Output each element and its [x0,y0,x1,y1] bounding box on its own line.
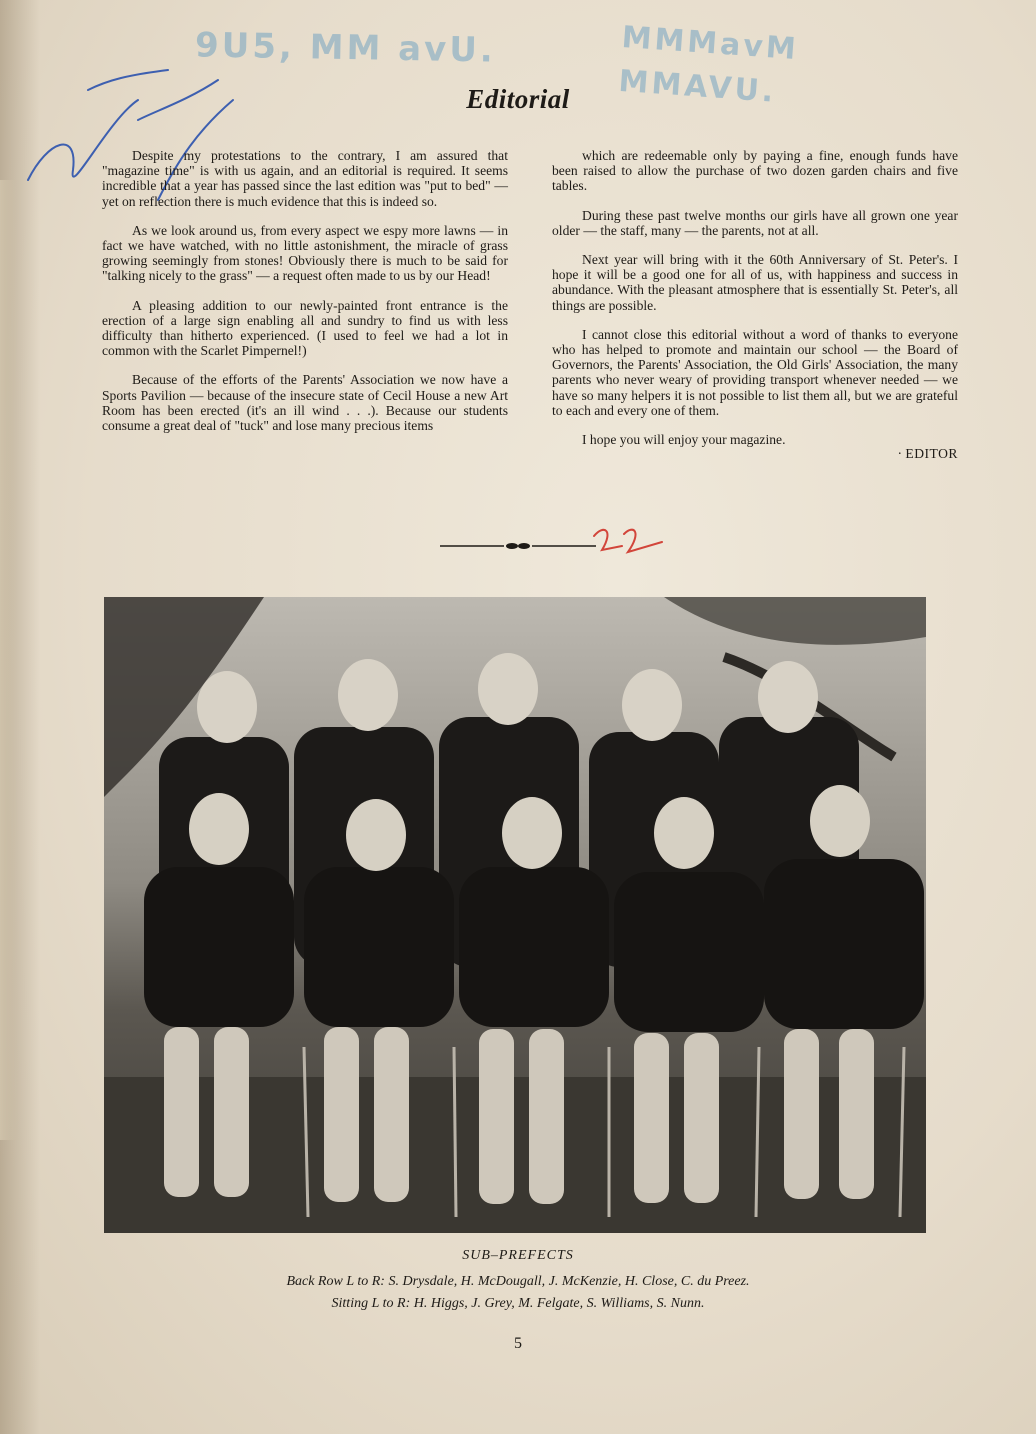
paragraph: Because of the efforts of the Parents' Association we now have a Sports Pavilion — because of the insecure state of Cecil House a new Art Room has been erected (it's an ill wind . . .). Because our students consume a great deal of "tuck" and lose many precious items [102,372,508,434]
paragraph: I cannot close this editorial without a word of thanks to everyone who has helped to promote and maintain our school — the Board of Governors, the Parents' Association, the Old Girls' Association, the many parents who never weary of providing transport whenever needed — we have so many helpers it is not possible to list them all, but we are grateful to each and every one of them. [552,326,958,418]
group-photo [104,597,926,1233]
binding-tear [0,180,18,1140]
signature: · EDITOR [897,446,958,462]
signature-text: EDITOR [905,446,958,462]
group-photo-image [104,597,926,1233]
paragraph: Despite my protestations to the contrary, I am assured that "magazine time" is with us again, and an editorial is required. It seems incredible that a year has passed since the last edition was "put to bed" — yet on reflection there is much evidence that this is indeed so. [102,148,508,209]
divider-ornament-icon [440,538,596,554]
editorial-column-left [102,148,508,447]
photo-caption-sitting-row: Sitting L to R: H. Higgs, J. Grey, M. Felgate, S. Williams, S. Nunn. [331,1296,705,1311]
photo-caption-heading: SUB–PREFECTS [462,1248,574,1263]
red-pen-mark-icon [588,522,668,558]
paragraph: A pleasing addition to our newly-painted front entrance is the erection of a large sign enabling all and sundry to find us with less difficulty than hitherto experienced. (I used to feel we had a lot in common with the Scarlet Pimpernel!) [102,297,508,359]
page-title: Editorial [466,84,570,114]
photo-caption-back-row: Back Row L to R: S. Drysdale, H. McDougall, J. McKenzie, H. Close, C. du Preez. [286,1274,750,1289]
paragraph: As we look around us, from every aspect we espy more lawns — in fact we have watched, with no little astonishment, the miracle of grass growing seemingly from stones! Obviously there is much to be said for "talking nicely to the grass" — a request often made to us by our Head! [102,222,508,284]
paragraph: During these past twelve months our girls have all grown one year older — the staff, many — the parents, not at all. [552,207,958,238]
stamp-right-line-2: MMAVU. [617,63,778,110]
paragraph: I hope you will enjoy your magazine. [582,432,786,448]
editorial-column-right [552,148,958,475]
stamp-mark-left: 9U5, MM avU. [194,25,497,71]
page-number: 5 [514,1335,522,1352]
paragraph: Next year will bring with it the 60th Anniversary of St. Peter's. I hope it will be a good one for all of us, with happiness and success in abundance. With the pleasant atmosphere that is essentially St. Peter's, all things are possible. [552,252,958,313]
paragraph: which are redeemable only by paying a fine, enough funds have been raised to allow the purchase of two dozen garden chairs and five tables. [552,148,958,194]
stamp-right-line-1: MMMavM [620,19,800,68]
